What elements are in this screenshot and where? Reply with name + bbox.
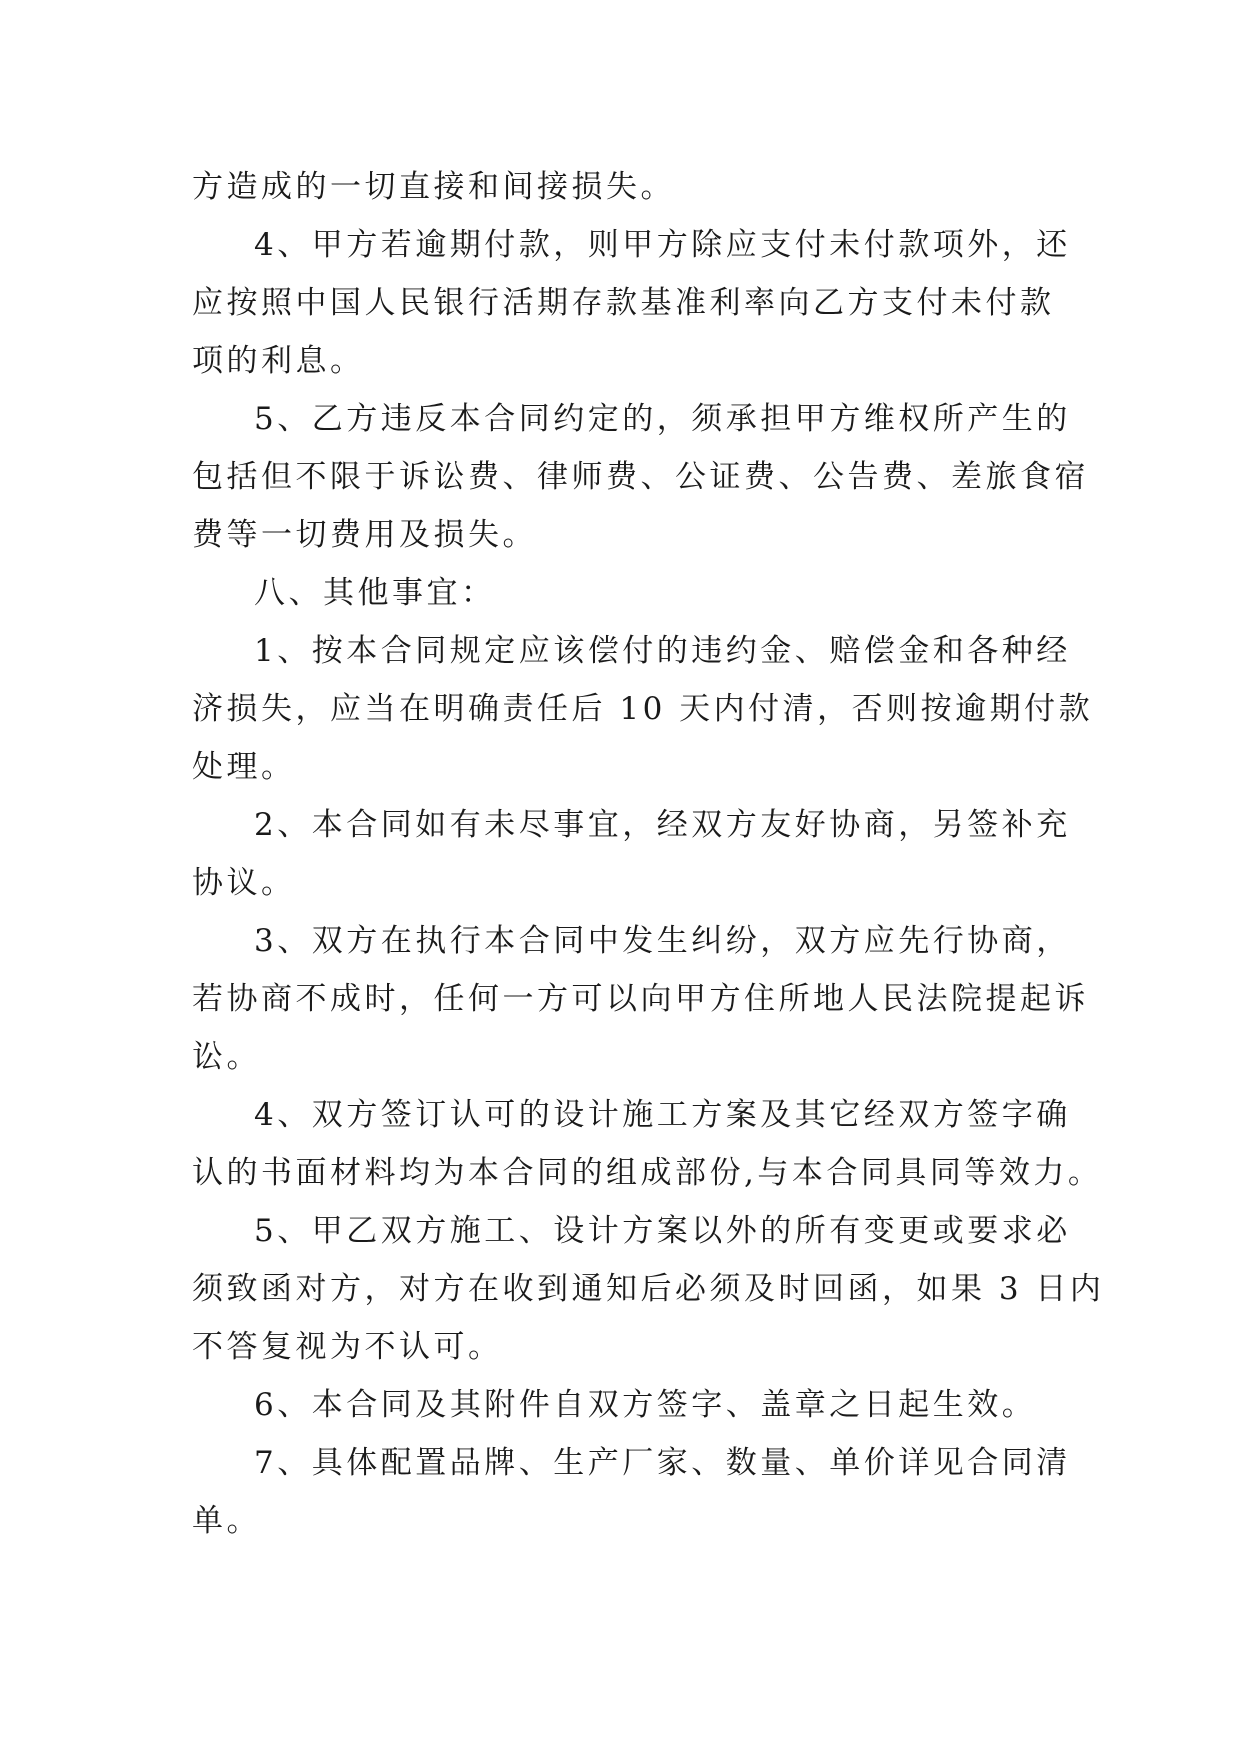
text-line: 4、双方签订认可的设计施工方案及其它经双方签字确 [254, 1097, 1071, 1133]
text-line: 项的利息。 [192, 343, 365, 379]
text-line: 须致函对方，对方在收到通知后必须及时回函，如果 3 日内 [192, 1271, 1105, 1307]
text-line: 不答复视为不认可。 [192, 1329, 503, 1365]
text-line: 认的书面材料均为本合同的组成部份,与本合同具同等效力。 [192, 1155, 1103, 1191]
text-line: 2、本合同如有未尽事宜，经双方友好协商，另签补充 [254, 807, 1071, 843]
section-heading: 八、其他事宜： [254, 575, 496, 611]
text-line: 6、本合同及其附件自双方签字、盖章之日起生效。 [254, 1387, 1037, 1423]
text-line: 7、具体配置品牌、生产厂家、数量、单价详见合同清 [254, 1445, 1071, 1481]
text-line: 方造成的一切直接和间接损失。 [192, 169, 675, 205]
document-body [192, 158, 1105, 1550]
text-line: 5、甲乙双方施工、设计方案以外的所有变更或要求必 [254, 1213, 1071, 1249]
text-line: 若协商不成时，任何一方可以向甲方住所地人民法院提起诉 [192, 981, 1089, 1017]
text-line: 应按照中国人民银行活期存款基准利率向乙方支付未付款 [192, 285, 1055, 321]
text-line: 包括但不限于诉讼费、律师费、公证费、公告费、差旅食宿 [192, 459, 1089, 495]
text-line: 费等一切费用及损失。 [192, 517, 537, 553]
text-line: 单。 [192, 1503, 261, 1539]
text-line: 协议。 [192, 865, 296, 901]
text-line: 处理。 [192, 749, 296, 785]
text-line: 1、按本合同规定应该偿付的违约金、赔偿金和各种经 [254, 633, 1071, 669]
text-line: 讼。 [192, 1039, 261, 1075]
text-line: 济损失，应当在明确责任后 10 天内付清，否则按逾期付款 [192, 691, 1094, 727]
text-line: 3、双方在执行本合同中发生纠纷，双方应先行协商， [254, 923, 1071, 959]
text-line: 5、乙方违反本合同约定的，须承担甲方维权所产生的 [254, 401, 1071, 437]
text-line: 4、甲方若逾期付款，则甲方除应支付未付款项外，还 [254, 227, 1071, 263]
